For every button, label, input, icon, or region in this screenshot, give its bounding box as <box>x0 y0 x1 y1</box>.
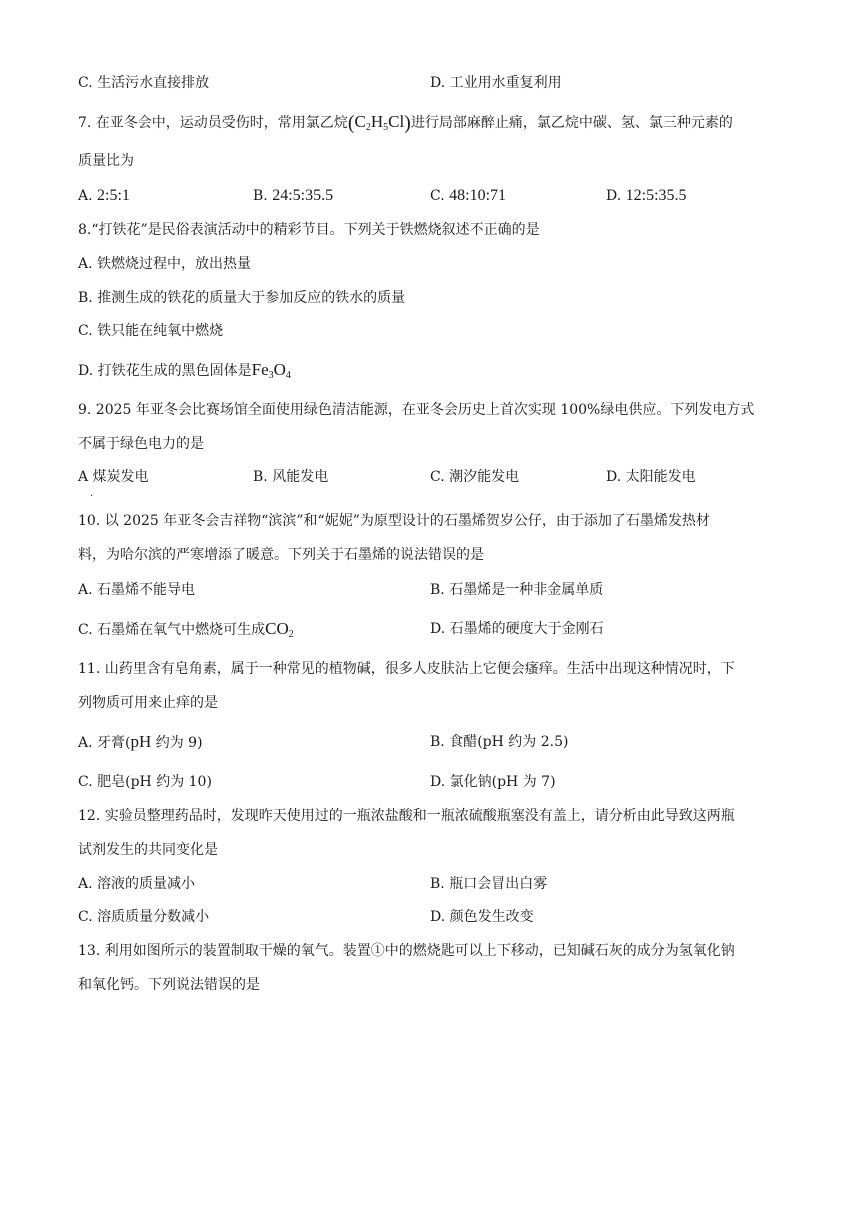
option-value: 12:5:35.5 <box>625 187 687 204</box>
option-text: D. 打铁花生成的黑色固体是 <box>78 363 252 379</box>
q10-stem-line-2: 料，为哈尔滨的严寒增添了暖意。下列关于石墨烯的说法错误的是 <box>78 547 484 563</box>
formula-c2h5cl <box>354 112 404 131</box>
option-value: 48:10:71 <box>449 187 507 204</box>
emphasis-dot: . <box>90 488 94 499</box>
formula-fe3o4 <box>252 360 291 379</box>
option-text: A. 牙膏( <box>78 735 131 751</box>
option-label: A. <box>78 188 98 204</box>
q7-option-c <box>430 186 506 206</box>
q7-stem-line-1 <box>78 112 733 133</box>
q10-option-a: A. 石墨烯不能导电 <box>78 582 196 598</box>
q9-stem-line-2: 不属于绿色电力的是 <box>78 436 204 452</box>
option-value: 24:5:35.5 <box>272 187 334 204</box>
q12-option-a: A. 溶液的质量减小 <box>78 876 196 892</box>
q11-stem-line-2: 列物质可用来止痒的是 <box>78 695 218 711</box>
q9-option-a: A 煤炭发电 <box>78 469 149 485</box>
q11-option-c: C. 肥皂(pH 约为 10) <box>78 774 212 790</box>
formula-atom-o: O <box>273 360 286 379</box>
q7-option-b <box>253 186 333 206</box>
q12-option-b: B. 瓶口会冒出白雾 <box>430 876 548 892</box>
paren-right: ) <box>404 112 411 134</box>
q9-stem-line-1: 9. 2025 年亚冬会比赛场馆全面使用绿色清洁能源，在亚冬会历史上首次实现 100%绿电供应。下列发电方式 <box>78 402 755 418</box>
q8-option-a: A. 铁燃烧过程中，放出热量 <box>78 256 252 272</box>
q10-option-b: B. 石墨烯是一种非金属单质 <box>430 582 604 598</box>
q8-option-d <box>78 360 291 381</box>
paren-left: ( <box>347 112 355 134</box>
formula-sub-4: 4 <box>285 370 291 381</box>
option-label: C. <box>430 188 450 204</box>
q8-stem: 8.“打铁花”是民俗表演活动中的精彩节目。下列关于铁燃烧叙述不正确的是 <box>78 222 540 238</box>
q12-option-d: D. 颜色发生改变 <box>430 909 534 925</box>
formula-atom-c: C <box>354 112 366 131</box>
q12-stem-line-2: 试剂发生的共同变化是 <box>78 842 218 858</box>
ph-symbol: pH <box>130 732 152 751</box>
q6-option-c: C. 生活污水直接排放 <box>78 75 210 91</box>
formula-atom-h: H <box>370 112 384 131</box>
q10-option-d: D. 石墨烯的硬度大于金刚石 <box>430 621 604 637</box>
q13-stem-line-2: 和氧化钙。下列说法错误的是 <box>78 977 260 993</box>
q11-option-a <box>78 732 203 753</box>
q12-option-c: C. 溶质质量分数减小 <box>78 909 210 925</box>
q11-stem-line-1: 11. 山药里含有皂角素，属于一种常见的植物碱，很多人皮肤沾上它便会瘙痒。生活中出现这种情况时，下 <box>78 661 735 677</box>
q10-option-c <box>78 619 294 640</box>
q12-stem-line-1: 12. 实验员整理药品时，发现昨天使用过的一瓶浓盐酸和一瓶浓硫酸瓶塞没有盖上，请分析由此导致这两瓶 <box>78 808 735 824</box>
formula-atom-fe: Fe <box>251 360 269 379</box>
formula-sub-2: 2 <box>365 122 371 133</box>
formula-co2 <box>265 619 294 638</box>
q11-option-b: B. 食醋(pH 约为 2.5) <box>430 734 569 750</box>
formula-sub-5: 5 <box>383 122 389 133</box>
option-value: 2:5:1 <box>97 187 130 204</box>
q7-option-a <box>78 186 130 206</box>
option-text-tail: 约为 9) <box>151 735 203 751</box>
q7-stem-line-2: 质量比为 <box>78 153 134 169</box>
q6-option-d: D. 工业用水重复利用 <box>430 75 562 91</box>
option-text: C. 石墨烯在氧气中燃烧可生成 <box>78 622 266 638</box>
q8-option-b: B. 推测生成的铁花的质量大于参加反应的铁水的质量 <box>78 290 406 306</box>
q9-option-d: D. 太阳能发电 <box>606 469 696 485</box>
q9-option-b: B. 风能发电 <box>253 469 329 485</box>
formula-atom-cl: Cl <box>388 112 405 131</box>
q7-stem-text-a: 7. 在亚冬会中，运动员受伤时，常用氯乙烷 <box>78 115 348 131</box>
option-label: B. <box>253 188 273 204</box>
q10-stem-line-1: 10. 以 2025 年亚冬会吉祥物“滨滨”和“妮妮”为原型设计的石墨烯贺岁公仔，由于添加了石墨烯发热材 <box>78 513 710 529</box>
option-label: D. <box>606 188 626 204</box>
formula-atom-co: CO <box>265 619 289 638</box>
formula-sub-3: 3 <box>268 370 274 381</box>
q8-option-c: C. 铁只能在纯氧中燃烧 <box>78 323 224 339</box>
q9-option-c: C. 潮汐能发电 <box>430 469 520 485</box>
q11-option-d: D. 氯化钠(pH 为 7) <box>430 774 556 790</box>
formula-sub-2: 2 <box>288 629 294 640</box>
q13-stem-line-1: 13. 利用如图所示的装置制取干燥的氧气。装置①中的燃烧匙可以上下移动，已知碱石灰的成分为氢氧化钠 <box>78 943 735 959</box>
q7-stem-text-b: 进行局部麻醉止痛，氯乙烷中碳、氢、氯三种元素的 <box>410 115 733 131</box>
q7-option-d <box>606 186 687 206</box>
